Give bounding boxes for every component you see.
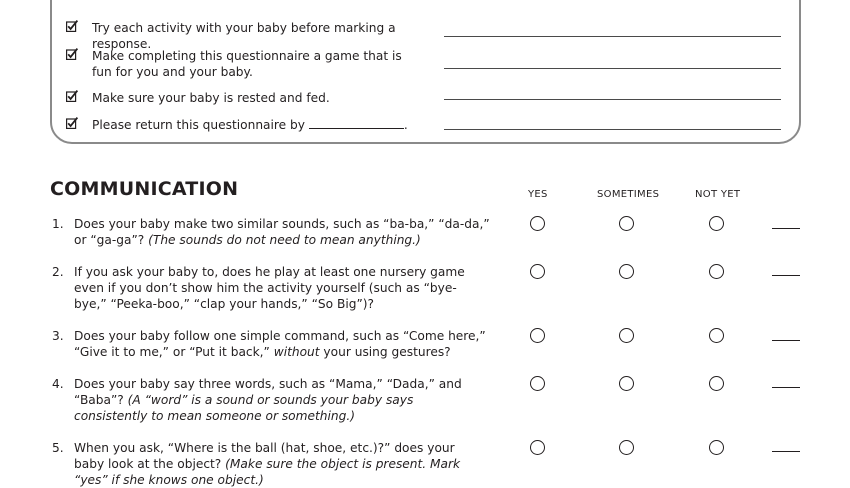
section-title: COMMUNICATION [50,178,239,200]
question-text-italic: without [273,345,320,359]
answer-sometimes-radio[interactable] [619,376,634,391]
column-header-sometimes: SOMETIMES [597,189,660,200]
column-header-not-yet: NOT YET [695,189,741,200]
checkmark-box-icon [66,117,78,129]
question-text-italic: (The sounds do not need to mean anything.) [148,233,421,247]
question-number: 1. [52,217,64,231]
score-blank[interactable] [772,451,800,452]
question-text [74,216,504,248]
point-text [92,117,437,133]
answer-not-yet-radio[interactable] [709,328,724,343]
answer-not-yet-radio[interactable] [709,376,724,391]
checkmark-box-icon [66,48,78,60]
question-text-part: Does your baby follow one simple command, such as “Come here,” “Give it to me,” or “Put it back,” [74,329,486,359]
column-header-yes: YES [528,189,548,200]
question-number: 3. [52,329,64,343]
question-text-part: If you ask your baby to, does he play at least one nursery game even if you don’t show him the activity yourself (such as “bye-bye,” “Peeka-boo,” “clap your hands,” “So Big”)? [74,265,465,311]
answer-sometimes-radio[interactable] [619,264,634,279]
answer-yes-radio[interactable] [530,328,545,343]
question-text [74,376,486,424]
point-text: Make completing this questionnaire a game that is fun for you and your baby. [92,49,402,79]
score-blank[interactable] [772,275,800,276]
score-blank[interactable] [772,387,800,388]
question-text [74,440,486,488]
question-text [74,328,486,360]
answer-yes-radio[interactable] [530,264,545,279]
answer-yes-radio[interactable] [530,216,545,231]
question-number: 2. [52,265,64,279]
notes-line[interactable] [444,99,781,100]
checkmark-box-icon [66,20,78,32]
point-text: Try each activity with your baby before marking a response. [92,21,396,51]
notes-line[interactable] [444,68,781,69]
answer-sometimes-radio[interactable] [619,216,634,231]
notes-line[interactable] [444,129,781,130]
checkmark-box-icon [66,90,78,102]
question-text-part: When you ask, “Where is the ball (hat, shoe, etc.)?” does your baby look at the object? [74,441,455,471]
answer-sometimes-radio[interactable] [619,328,634,343]
point-text-after: . [403,118,408,132]
question-text-italic: (A “word” is a sound or sounds your baby says consistently to mean someone or something.) [74,393,414,423]
question-text-italic: (Make sure the object is present. Mark “yes” if she knows one object.) [74,457,461,487]
point-text-before: Please return this questionnaire by [92,118,305,132]
answer-not-yet-radio[interactable] [709,264,724,279]
score-blank[interactable] [772,228,800,229]
question-number: 5. [52,441,64,455]
notes-line[interactable] [444,36,781,37]
answer-yes-radio[interactable] [530,376,545,391]
question-text-part: Does your baby make two similar sounds, such as “ba-ba,” “da-da,” or “ga-ga”? [74,217,490,247]
answer-yes-radio[interactable] [530,440,545,455]
return-date-field[interactable] [309,117,404,129]
question-text [74,264,486,312]
question-text-part: Does your baby say three words, such as “Mama,” “Dada,” and “Baba”? [74,377,462,407]
point-text: Make sure your baby is rested and fed. [92,91,330,105]
question-number: 4. [52,377,64,391]
answer-sometimes-radio[interactable] [619,440,634,455]
answer-not-yet-radio[interactable] [709,216,724,231]
score-blank[interactable] [772,340,800,341]
question-text-part: your using gestures? [319,345,451,359]
answer-not-yet-radio[interactable] [709,440,724,455]
